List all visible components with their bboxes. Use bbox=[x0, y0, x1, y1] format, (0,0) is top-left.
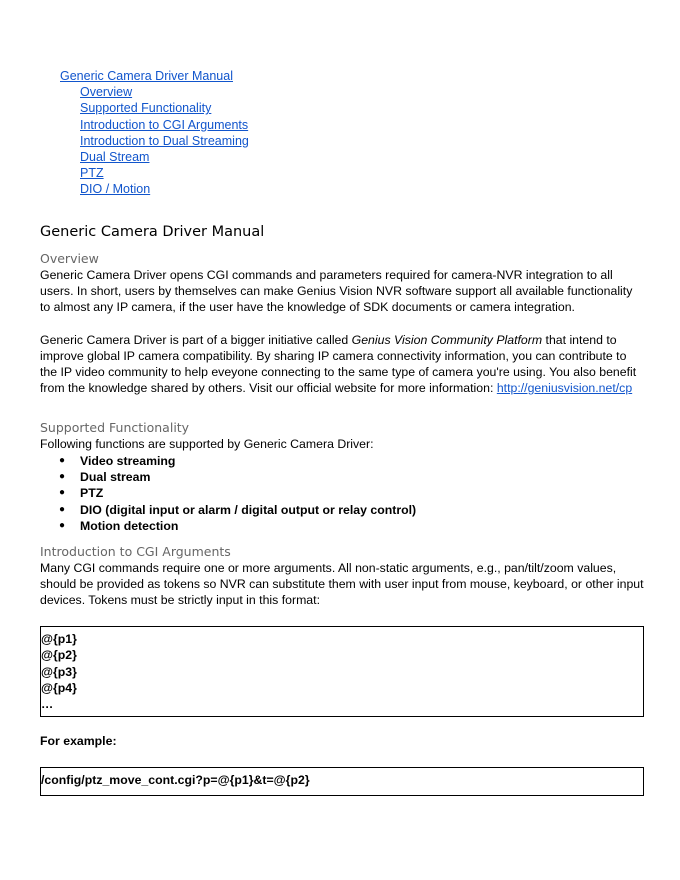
overview-p2-text-b: that intend to improve global IP camera compatibility. By sharing IP camera connectivity information, you can contribute to the IP video community to help eveyone connecting to the same type of camera you're using. You also benefit from the knowledge shared by others. Visit our official website for more information: bbox=[40, 332, 637, 396]
geniusvision-cp-link[interactable]: http://geniusvision.net/cp bbox=[496, 381, 633, 396]
supported-heading: Supported Functionality bbox=[40, 420, 190, 436]
token-p4: @{p4} bbox=[41, 680, 77, 695]
table-of-contents bbox=[60, 68, 249, 198]
toc-link-cgi-arguments[interactable]: Introduction to CGI Arguments bbox=[80, 117, 249, 132]
toc-link-dual-stream[interactable]: Dual Stream bbox=[80, 150, 150, 165]
list-item: ● DIO (digital input or alarm / digital output or relay control) bbox=[80, 502, 644, 518]
supported-intro: Following functions are supported by Generic Camera Driver: bbox=[40, 437, 374, 452]
token-p3: @{p3} bbox=[41, 664, 77, 679]
overview-paragraph-2 bbox=[40, 332, 644, 397]
cgi-paragraph: Many CGI commands require one or more arguments. All non-static arguments, e.g., pan/tilt/zoom values, should be provided as tokens so NVR can substitute them with user input from mouse, keyboard, or other input devices. Tokens must be strictly input in this format: bbox=[40, 560, 644, 608]
overview-paragraph-1: Generic Camera Driver opens CGI commands and parameters required for camera-NVR integration to all users. In short, users by themselves can make Genius Vision NVR software support all available functionality to almost any IP camera, if the user have the knowledge of SDK documents or camera integration. bbox=[40, 268, 633, 315]
list-item: ● Video streaming bbox=[80, 453, 644, 469]
token-p2: @{p2} bbox=[41, 648, 77, 663]
list-item: ● Dual stream bbox=[80, 469, 644, 485]
document-content bbox=[40, 224, 644, 796]
overview-p2-text-a: Generic Camera Driver is part of a bigger initiative called bbox=[40, 332, 352, 347]
toc-link-dual-streaming-intro[interactable]: Introduction to Dual Streaming bbox=[80, 133, 249, 148]
token-ellipsis: … bbox=[41, 697, 54, 712]
document-title: Generic Camera Driver Manual bbox=[40, 224, 265, 240]
feature-list bbox=[40, 453, 644, 535]
token-p1: @{p1} bbox=[41, 632, 77, 647]
toc-link-manual[interactable]: Generic Camera Driver Manual bbox=[60, 69, 233, 83]
cgi-heading: Introduction to CGI Arguments bbox=[40, 543, 231, 559]
example-cgi-url: /config/ptz_move_cont.cgi?p=@{p1}&t=@{p2} bbox=[41, 773, 310, 788]
toc-link-supported-functionality[interactable]: Supported Functionality bbox=[80, 101, 212, 116]
token-format-box bbox=[40, 626, 644, 717]
overview-p2-platform-name: Genius Vision Community Platform bbox=[351, 332, 543, 347]
example-label: For example: bbox=[40, 734, 117, 749]
list-item: ● PTZ bbox=[80, 485, 644, 501]
example-box bbox=[40, 767, 644, 795]
toc-link-dio-motion[interactable]: DIO / Motion bbox=[80, 182, 151, 197]
overview-heading: Overview bbox=[40, 251, 99, 266]
toc-link-overview[interactable]: Overview bbox=[80, 85, 133, 100]
toc-link-ptz[interactable]: PTZ bbox=[80, 166, 104, 181]
list-item: ● Motion detection bbox=[80, 518, 644, 534]
